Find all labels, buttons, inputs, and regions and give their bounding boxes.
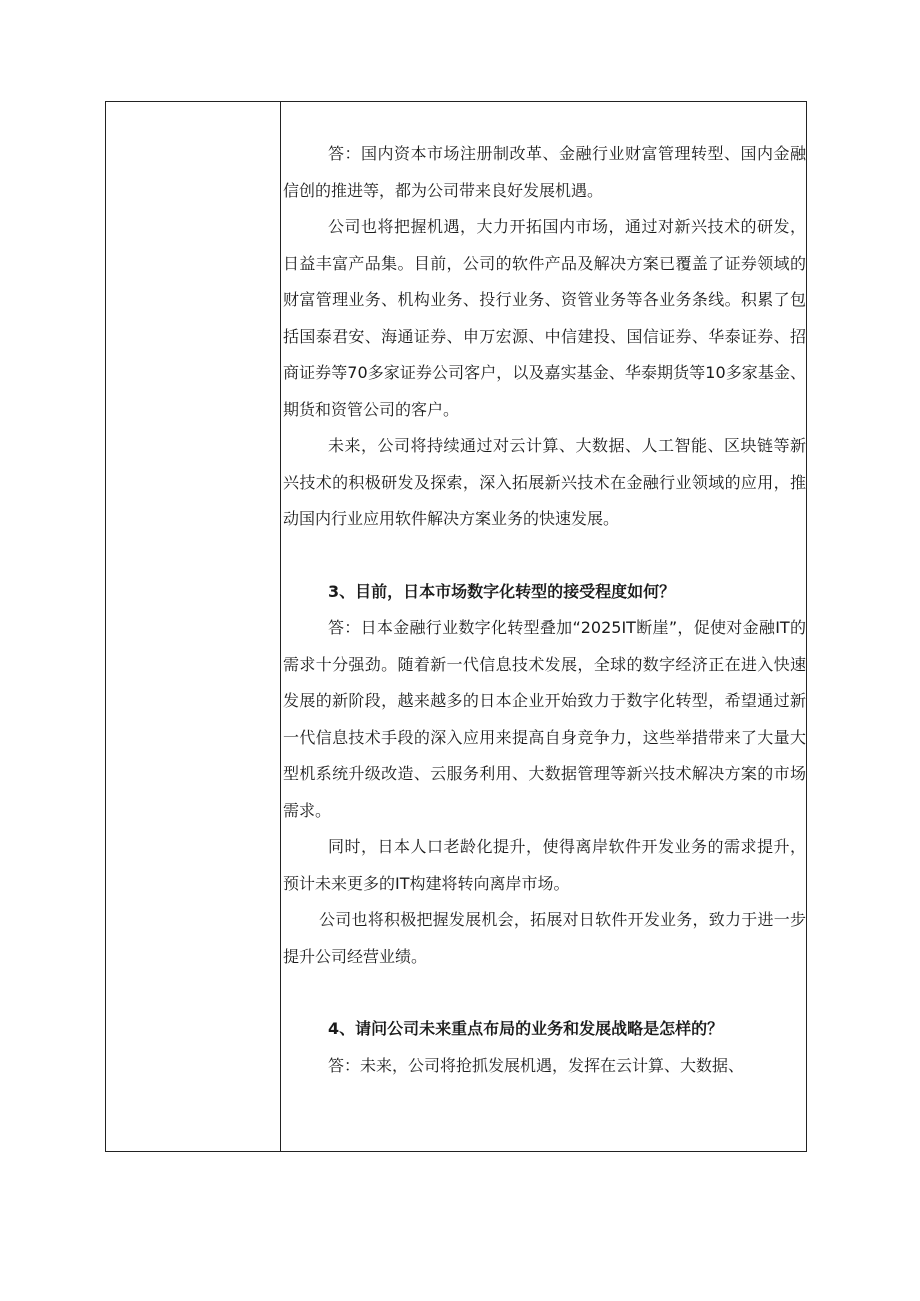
content-body — [283, 136, 806, 1084]
question-4-title: 4、请问公司未来重点布局的业务和发展战略是怎样的？ — [328, 1019, 724, 1038]
answer-2-paragraph-3: 未来，公司将持续通过对云计算、大数据、人工智能、区块链等新兴技术的积极研发及探索，深入拓展新兴技术在金融行业领域的应用，推动国内行业应用软件解决方案业务的快速发展。 — [283, 436, 806, 528]
answer-2-paragraph-2: 公司也将把握机遇，大力开拓国内市场，通过对新兴技术的研发，日益丰富产品集。目前，公司的软件产品及解决方案已覆盖了证券领域的财富管理业务、机构业务、投行业务、资管业务等各业务条线。积累了包括国泰君安、海通证券、申万宏源、中信建投、国信证券、华泰证券、招商证券等70多家证券公司客户，以及嘉实基金、华泰期货等10多家基金、期货和资管公司的客户。 — [283, 217, 806, 419]
answer-3-paragraph-2: 同时，日本人口老龄化提升，使得离岸软件开发业务的需求提升，预计未来更多的IT构建将转向离岸市场。 — [283, 837, 806, 893]
answer-2-paragraph-1: 答：国内资本市场注册制改革、金融行业财富管理转型、国内金融信创的推进等，都为公司带来良好发展机遇。 — [283, 144, 806, 200]
spacer — [283, 975, 806, 1011]
record-table — [105, 101, 807, 1152]
answer-3-paragraph-1: 答：日本金融行业数字化转型叠加“2025IT断崖”，促使对金融IT的需求十分强劲。随着新一代信息技术发展，全球的数字经济正在进入快速发展的新阶段，越来越多的日本企业开始致力于数字化转型，希望通过新一代信息技术手段的深入应用来提高自身竞争力，这些举措带来了大量大型机系统升级改造、云服务利用、大数据管理等新兴技术解决方案的市场需求。 — [283, 618, 806, 820]
label-cell — [106, 102, 281, 1151]
answer-4-paragraph-1: 答：未来，公司将抢抓发展机遇，发挥在云计算、大数据、 — [328, 1055, 745, 1075]
content-cell — [281, 102, 806, 1151]
question-3-title: 3、目前，日本市场数字化转型的接受程度如何？ — [328, 581, 676, 601]
answer-3-paragraph-3: 公司也将积极把握发展机会，拓展对日软件开发业务，致力于进一步提升公司经营业绩。 — [283, 910, 806, 966]
spacer — [283, 538, 806, 574]
